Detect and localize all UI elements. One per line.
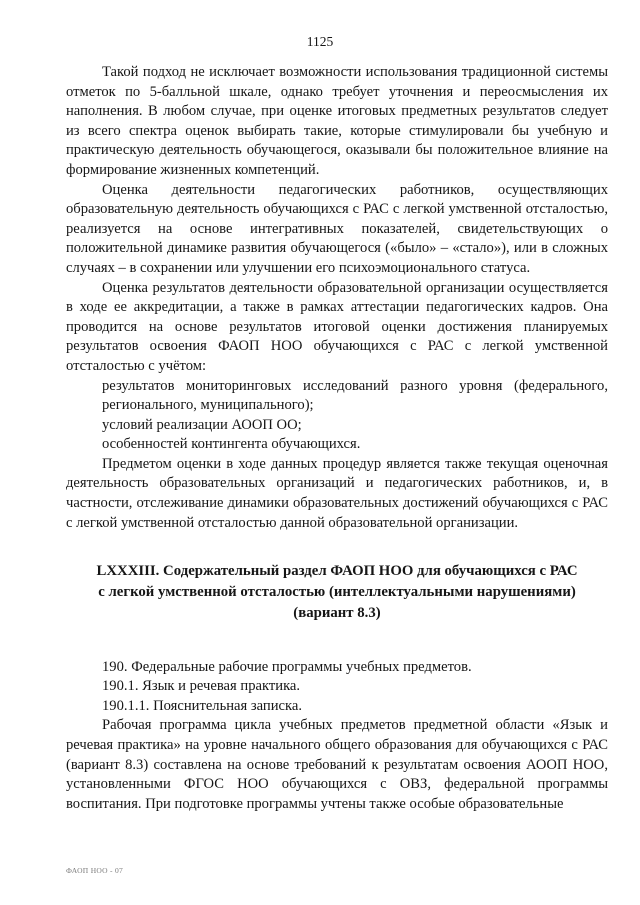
paragraph: Оценка результатов деятельности образовательной организации осуществляется в ходе ее аккредитации, а также в рамках аттестации педагогических кадров. Она проводится на основе результатов итоговой оценки достижения планируемых результатов освоения ФАОП НОО обучающихся с РАС с легкой умственной отсталостью с учётом: [66, 279, 608, 374]
footer-stamp: ФАОП НОО - 07 [66, 866, 124, 875]
heading-line-2: с легкой умственной отсталостью (интеллектуальными нарушениями) [98, 584, 576, 601]
list-item: условий реализации АООП ОО; [102, 416, 302, 433]
heading-line-1: LXXXIII. Содержательный раздел ФАОП НОО для обучающихся с РАС [96, 563, 578, 580]
paragraph: 190.1. Язык и речевая практика. [102, 678, 301, 695]
section-heading [66, 561, 608, 623]
document-body [66, 63, 608, 814]
paragraph: Оценка деятельности педагогических работников, осуществляющих образовательную деятельность обучающихся с РАС с легкой умственной отсталостью, реализуется на основе интегративных показателей, свидетельствующих о положительной динамике развития обучающегося («было» – «стало»), или в сложных случаях – в сохранении или улучшении его психоэмоционального статуса. [66, 181, 608, 276]
paragraph: Рабочая программа цикла учебных предметов предметной области «Язык и речевая практика» на уровне начального общего образования для обучающихся с РАС (вариант 8.3) составлена на основе требований к результатам освоения АООП НОО, установленными ФГОС НОО обучающихся с ОВЗ, федеральной программы воспитания. При подготовке программы учтены также особые образовательные [66, 717, 608, 812]
heading-line-3: (вариант 8.3) [293, 604, 381, 621]
paragraph: 190. Федеральные рабочие программы учебных предметов. [102, 658, 472, 675]
page-number: 1125 [306, 34, 334, 49]
paragraph: Предметом оценки в ходе данных процедур является также текущая оценочная деятельность образовательных организаций и педагогических работников, и, в частности, отслеживание динамики образовательных достижений обучающихся с РАС с легкой умственной отсталостью данной образовательной организации. [66, 455, 608, 531]
paragraph: Такой подход не исключает возможности использования традиционной системы отметок по 5-балльной шкале, однако требует уточнения и переосмысления их наполнения. В любом случае, при оценке итоговых предметных результатов следует из всего спектра оценок выбирать такие, которые стимулировали бы учебную и практическую деятельность обучающегося, оказывали бы положительное влияние на формирование жизненных компетенций. [66, 64, 608, 178]
list-item: результатов мониторинговых исследований разного уровня (федерального, регионального, муниципального); [102, 377, 608, 414]
list-item: особенностей контингента обучающихся. [102, 436, 361, 453]
section-before-heading [66, 63, 608, 533]
paragraph: 190.1.1. Пояснительная записка. [102, 697, 303, 714]
section-after-heading [66, 658, 608, 815]
